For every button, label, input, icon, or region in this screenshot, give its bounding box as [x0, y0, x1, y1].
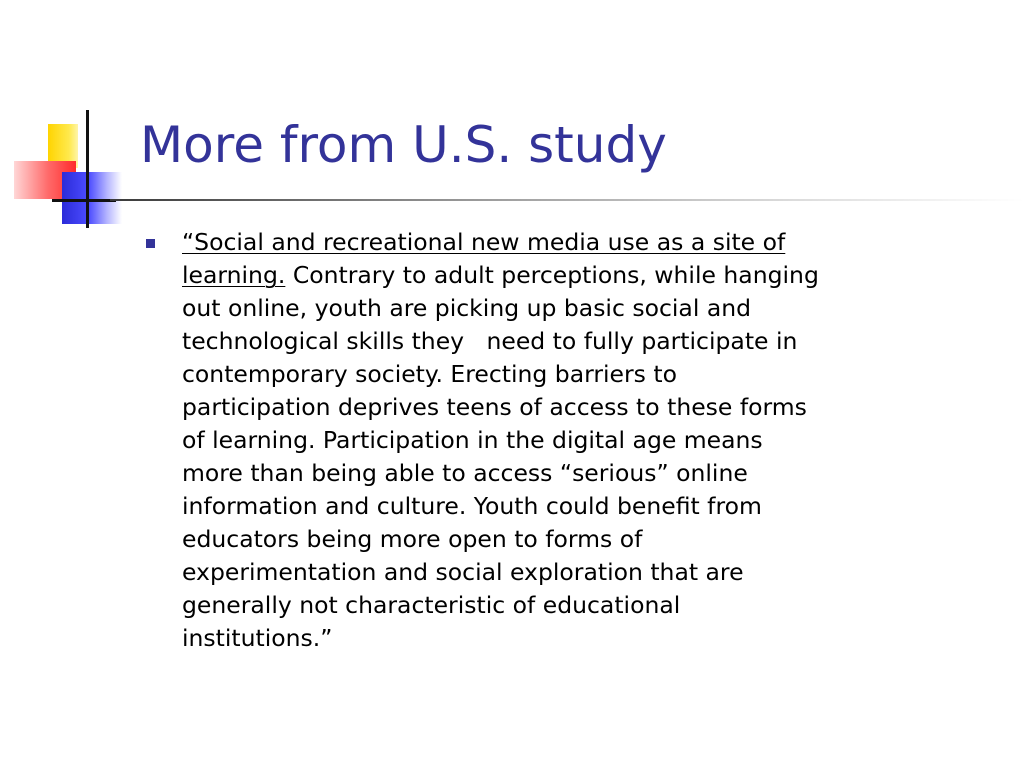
bullet-line-8: more than being able to access “serious” online [182, 459, 748, 487]
bullet-line-9: information and culture. Youth could benefit from [182, 492, 762, 520]
logo-horizontal-line [52, 199, 116, 202]
slide-content [146, 226, 1006, 655]
underlined-phrase: learning. [182, 261, 286, 289]
bullet-line-2-rest: Contrary to adult perceptions, while hanging [285, 261, 819, 289]
title-divider [110, 199, 1024, 201]
bullet-line-11: experimentation and social exploration that are [182, 558, 744, 586]
bullet-line-7: of learning. Participation in the digital age means [182, 426, 763, 454]
bullet-line-3: out online, youth are picking up basic social and [182, 294, 752, 322]
bullet-line-5: contemporary society. Erecting barriers to [182, 360, 677, 388]
bullet-line-4: technological skills they need to fully participate in [182, 327, 798, 355]
bullet-line-6: participation deprives teens of access to these forms [182, 393, 807, 421]
logo-vertical-line [86, 110, 89, 228]
bullet-line-13: institutions.” [182, 624, 333, 652]
bullet-line-12: generally not characteristic of educational [182, 591, 681, 619]
slide-title: More from U.S. study [140, 116, 667, 174]
bullet-line-2 [182, 259, 1006, 292]
bullet-item [146, 226, 1006, 655]
bullet-line-1: “Social and recreational new media use as a site of [182, 228, 786, 256]
bullet-line-10: educators being more open to forms of [182, 525, 643, 553]
bullet-square-icon [146, 239, 155, 248]
logo-blue-square [62, 172, 122, 224]
